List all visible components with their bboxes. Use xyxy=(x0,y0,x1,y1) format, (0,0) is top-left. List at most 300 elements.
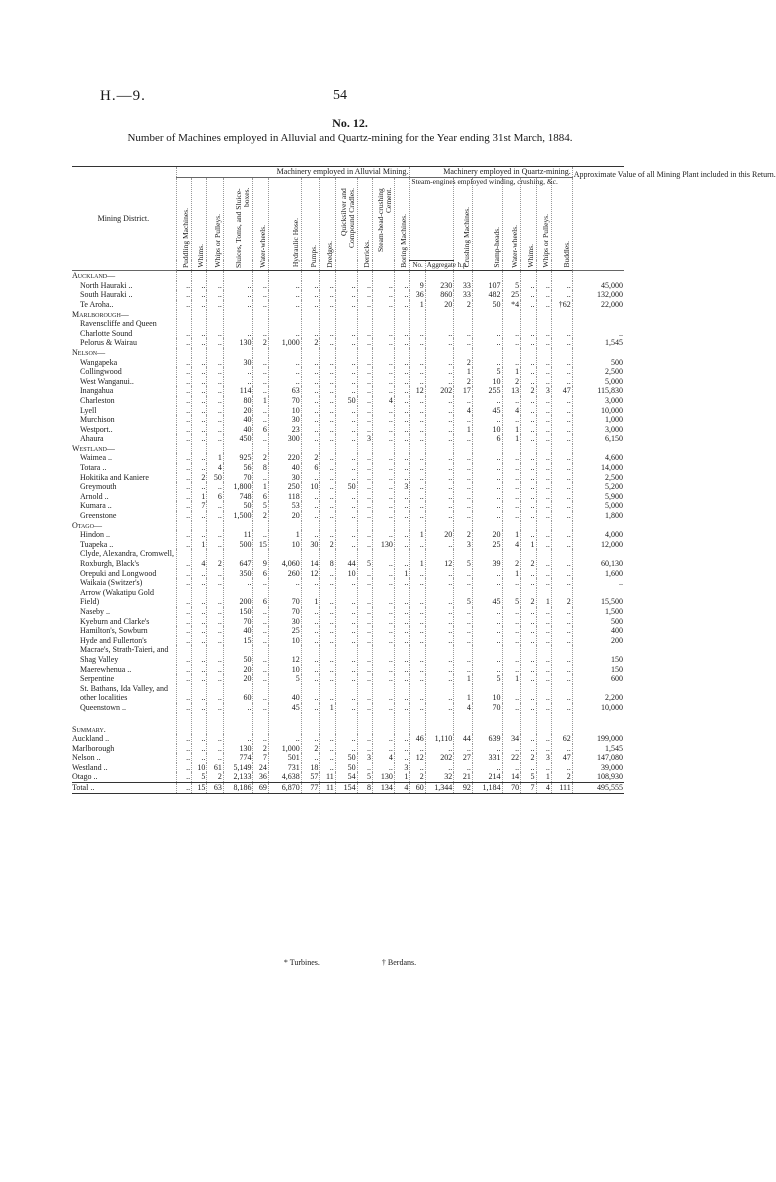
cell: .. xyxy=(207,645,223,664)
cell: .. xyxy=(502,453,521,463)
cell: .. xyxy=(357,674,372,684)
cell: .. xyxy=(223,300,253,310)
cell: .. xyxy=(268,281,301,291)
table-row xyxy=(72,319,624,338)
cell xyxy=(176,713,191,735)
cell: .. xyxy=(372,703,394,713)
cell: .. xyxy=(301,607,320,617)
cell: .. xyxy=(207,406,223,416)
cell: .. xyxy=(551,645,572,664)
cell xyxy=(536,713,551,735)
cell: .. xyxy=(253,367,268,377)
cell: 33 xyxy=(454,290,473,300)
cell: .. xyxy=(410,617,425,627)
cell: .. xyxy=(372,645,394,664)
district-name: Kyeburn and Clarke's xyxy=(80,616,150,626)
cell: .. xyxy=(425,377,454,387)
cell: .. xyxy=(536,626,551,636)
cell: 27 xyxy=(454,753,473,763)
col-header-4-label: Water-wheels. xyxy=(257,224,267,268)
cell: 2,200 xyxy=(572,684,624,703)
cell: .. xyxy=(551,684,572,703)
cell: .. xyxy=(253,358,268,368)
cell: .. xyxy=(536,367,551,377)
cell: .. xyxy=(357,744,372,754)
table-row xyxy=(72,415,624,425)
cell: .. xyxy=(335,578,357,588)
cell: 331 xyxy=(472,753,502,763)
district-name: Westport.. xyxy=(80,424,113,434)
cell: .. xyxy=(425,617,454,627)
cell: 4 xyxy=(207,463,223,473)
cell: 40 xyxy=(268,684,301,703)
cell: .. xyxy=(372,367,394,377)
cell: 22,000 xyxy=(572,300,624,310)
cell: .. xyxy=(502,511,521,521)
page-number: 54 xyxy=(333,88,347,103)
cell: 10 xyxy=(268,540,301,550)
cell: .. xyxy=(357,396,372,406)
cell: .. xyxy=(176,626,191,636)
cell: 70 xyxy=(223,473,253,483)
cell: .. xyxy=(536,463,551,473)
cell: .. xyxy=(192,703,207,713)
cell: 6 xyxy=(253,588,268,607)
cell: .. xyxy=(536,453,551,463)
cell: .. xyxy=(394,425,410,435)
cell: .. xyxy=(521,626,536,636)
cell: 1,800 xyxy=(223,482,253,492)
cell: .. xyxy=(335,511,357,521)
cell xyxy=(372,348,394,358)
cell xyxy=(268,348,301,358)
cell: 7 xyxy=(253,753,268,763)
cell xyxy=(394,271,410,281)
cell: .. xyxy=(372,290,394,300)
cell xyxy=(223,713,253,735)
table-title: Number of Machines employed in Alluvial and Quartz-mining for the Year ending 31st March, 1884. xyxy=(127,132,573,144)
cell: 3 xyxy=(357,434,372,444)
cell xyxy=(521,348,536,358)
cell: .. xyxy=(372,588,394,607)
table-row xyxy=(72,540,624,550)
cell: .. xyxy=(502,665,521,675)
cell: .. xyxy=(372,482,394,492)
cell: 13 xyxy=(502,386,521,396)
cell: .. xyxy=(410,578,425,588)
cell: .. xyxy=(372,636,394,646)
cell: 6,870 xyxy=(268,783,301,794)
cell: .. xyxy=(207,530,223,540)
cell: .. xyxy=(176,463,191,473)
table-row xyxy=(72,530,624,540)
steam-no-header: No. xyxy=(410,260,425,271)
cell: .. xyxy=(301,396,320,406)
cell: .. xyxy=(502,763,521,773)
cell: .. xyxy=(502,358,521,368)
cell: 114 xyxy=(223,386,253,396)
cell: .. xyxy=(536,358,551,368)
group-header-row xyxy=(72,521,624,531)
cell: .. xyxy=(502,617,521,627)
cell xyxy=(521,271,536,281)
cell xyxy=(502,310,521,320)
col-header-6-label: Pumps. xyxy=(309,245,319,268)
cell: .. xyxy=(425,588,454,607)
cell: .. xyxy=(425,415,454,425)
cell: .. xyxy=(207,703,223,713)
cell: 647 xyxy=(223,549,253,568)
cell xyxy=(253,310,268,320)
cell: 20 xyxy=(268,511,301,521)
cell xyxy=(572,271,624,281)
cell: .. xyxy=(223,367,253,377)
cell: .. xyxy=(357,453,372,463)
cell: .. xyxy=(207,338,223,348)
cell: .. xyxy=(472,453,502,463)
cell: .. xyxy=(192,482,207,492)
cell: .. xyxy=(335,501,357,511)
cell: 7 xyxy=(521,783,536,794)
cell: 400 xyxy=(572,626,624,636)
cell: .. xyxy=(536,617,551,627)
cell: 1,800 xyxy=(572,511,624,521)
cell xyxy=(536,348,551,358)
cell: .. xyxy=(394,753,410,763)
district-name: Naseby .. xyxy=(80,606,110,616)
cell: .. xyxy=(335,406,357,416)
cell xyxy=(253,348,268,358)
district-name: Macrae's, Strath-Taieri, and Shag Valley xyxy=(80,645,169,664)
cell: 1 xyxy=(502,434,521,444)
cell: 20 xyxy=(425,530,454,540)
district-name: Waimea .. xyxy=(80,453,113,463)
cell: .. xyxy=(521,763,536,773)
cell: 107 xyxy=(472,281,502,291)
cell xyxy=(551,271,572,281)
cell xyxy=(454,310,473,320)
table-row xyxy=(72,684,624,703)
cell: .. xyxy=(394,415,410,425)
district-name: Ahaura xyxy=(80,434,104,444)
cell: .. xyxy=(502,482,521,492)
col-header-7 xyxy=(320,177,335,271)
cell: .. xyxy=(320,588,335,607)
cell: 10,000 xyxy=(572,703,624,713)
col-header-9 xyxy=(357,177,372,271)
cell: 255 xyxy=(472,386,502,396)
col-header-4 xyxy=(253,177,268,271)
cell xyxy=(268,713,301,735)
cell: 1 xyxy=(502,425,521,435)
cell: 30 xyxy=(223,358,253,368)
cell: 25 xyxy=(472,540,502,550)
report-reference: H.—9. xyxy=(100,88,146,104)
cell: 56 xyxy=(223,463,253,473)
district-name: Serpentine xyxy=(80,674,115,684)
cell: .. xyxy=(551,636,572,646)
cell: .. xyxy=(253,578,268,588)
table-row xyxy=(72,665,624,675)
cell: 4 xyxy=(372,753,394,763)
district-name: Maerewhenua .. xyxy=(80,664,132,674)
cell: .. xyxy=(551,281,572,291)
cell: 62 xyxy=(551,734,572,744)
cell xyxy=(192,713,207,735)
table-row xyxy=(72,406,624,416)
cell: 5 xyxy=(472,367,502,377)
cell: .. xyxy=(320,281,335,291)
col-header-3-label: Sluices, Toms, and Sluice-boxes. xyxy=(234,187,252,268)
cell xyxy=(253,271,268,281)
cell: 9 xyxy=(410,281,425,291)
cell: 10,000 xyxy=(572,406,624,416)
table-row xyxy=(72,674,624,684)
cell: .. xyxy=(207,588,223,607)
cell: .. xyxy=(394,386,410,396)
cell xyxy=(454,271,473,281)
cell: .. xyxy=(394,549,410,568)
cell: .. xyxy=(253,300,268,310)
cell: .. xyxy=(394,434,410,444)
cell: .. xyxy=(301,734,320,744)
cell: 2 xyxy=(207,549,223,568)
cell: .. xyxy=(192,338,207,348)
cell: .. xyxy=(320,645,335,664)
cell xyxy=(268,444,301,454)
table-row xyxy=(72,501,624,511)
cell: .. xyxy=(176,300,191,310)
cell: 5 xyxy=(502,588,521,607)
cell xyxy=(521,310,536,320)
cell: .. xyxy=(176,473,191,483)
cell: 147,080 xyxy=(572,753,624,763)
cell: .. xyxy=(372,463,394,473)
cell: .. xyxy=(410,636,425,646)
cell: .. xyxy=(394,281,410,291)
cell: .. xyxy=(207,665,223,675)
district-name: Murchison xyxy=(80,415,115,425)
cell xyxy=(454,444,473,454)
cell xyxy=(223,444,253,454)
cell: .. xyxy=(357,463,372,473)
district-name: Orepuki and Longwood xyxy=(80,568,157,578)
cell: .. xyxy=(320,482,335,492)
cell: .. xyxy=(536,734,551,744)
cell: .. xyxy=(192,358,207,368)
quartz-section-header: Machinery employed in Quartz-mining. xyxy=(410,167,572,178)
cell: .. xyxy=(521,569,536,579)
cell: .. xyxy=(551,607,572,617)
cell: .. xyxy=(394,617,410,627)
cell: 15 xyxy=(253,540,268,550)
cell: .. xyxy=(372,300,394,310)
cell: .. xyxy=(320,463,335,473)
district-name: Lyell xyxy=(80,405,97,415)
cell: 2 xyxy=(410,772,425,782)
cell: .. xyxy=(502,473,521,483)
cell: .. xyxy=(207,300,223,310)
cell xyxy=(521,713,536,735)
cell: .. xyxy=(536,607,551,617)
cell: .. xyxy=(410,415,425,425)
steam-engines-header: Steam-engines employed winding, crushing, &c. xyxy=(410,177,454,260)
cell: .. xyxy=(320,492,335,502)
table-row xyxy=(72,492,624,502)
cell: .. xyxy=(472,744,502,754)
cell: 10 xyxy=(472,684,502,703)
district-name: Marlborough xyxy=(72,743,115,753)
table-row xyxy=(72,396,624,406)
cell: 22 xyxy=(502,753,521,763)
cell: .. xyxy=(394,358,410,368)
cell: .. xyxy=(372,492,394,502)
cell: .. xyxy=(551,358,572,368)
cell: .. xyxy=(454,645,473,664)
col-header-0-label: Puddling Machines. xyxy=(181,207,191,268)
cell: .. xyxy=(410,434,425,444)
cell: 202 xyxy=(425,753,454,763)
cell: .. xyxy=(551,492,572,502)
cell: .. xyxy=(357,501,372,511)
table-row xyxy=(72,358,624,368)
cell: 45 xyxy=(268,703,301,713)
cell xyxy=(223,310,253,320)
cell: 20 xyxy=(223,406,253,416)
cell: .. xyxy=(551,530,572,540)
cell xyxy=(335,348,357,358)
cell: 300 xyxy=(268,434,301,444)
cell: 70 xyxy=(472,703,502,713)
cell: .. xyxy=(410,511,425,521)
cell: .. xyxy=(394,578,410,588)
cell: .. xyxy=(521,607,536,617)
cell: 10 xyxy=(268,636,301,646)
cell: .. xyxy=(536,744,551,754)
cell: 30 xyxy=(268,617,301,627)
cell: .. xyxy=(335,703,357,713)
cell: .. xyxy=(425,367,454,377)
cell: .. xyxy=(335,377,357,387)
cell: .. xyxy=(176,703,191,713)
cell: .. xyxy=(192,734,207,744)
cell xyxy=(357,348,372,358)
cell: .. xyxy=(372,530,394,540)
cell: 50 xyxy=(335,396,357,406)
cell: 220 xyxy=(268,453,301,463)
cell: .. xyxy=(551,569,572,579)
cell xyxy=(320,521,335,531)
cell: 1,000 xyxy=(268,744,301,754)
cell: .. xyxy=(320,290,335,300)
cell: 500 xyxy=(572,617,624,627)
table-row xyxy=(72,482,624,492)
col-header-14-label: Water-wheels. xyxy=(510,224,520,268)
cell: .. xyxy=(301,578,320,588)
cell: .. xyxy=(521,734,536,744)
cell: .. xyxy=(335,530,357,540)
cell xyxy=(425,348,454,358)
table-row xyxy=(72,463,624,473)
cell: .. xyxy=(192,588,207,607)
cell: .. xyxy=(425,492,454,502)
cell: .. xyxy=(410,482,425,492)
cell: .. xyxy=(425,607,454,617)
cell: .. xyxy=(521,396,536,406)
cell: 1 xyxy=(536,588,551,607)
cell: .. xyxy=(320,319,335,338)
col-header-9-label: Derricks. xyxy=(361,239,371,268)
cell: .. xyxy=(207,281,223,291)
cell: 2 xyxy=(502,549,521,568)
cell: .. xyxy=(372,626,394,636)
cell xyxy=(394,348,410,358)
cell: *4 xyxy=(502,300,521,310)
cell: .. xyxy=(425,482,454,492)
cell xyxy=(472,444,502,454)
cell: .. xyxy=(192,665,207,675)
cell: 50 xyxy=(472,300,502,310)
cell: .. xyxy=(268,290,301,300)
cell: 5 xyxy=(454,549,473,568)
cell: .. xyxy=(394,338,410,348)
district-header: Mining District. xyxy=(72,167,176,271)
cell: .. xyxy=(192,569,207,579)
cell: .. xyxy=(551,406,572,416)
cell: .. xyxy=(410,703,425,713)
cell: 45 xyxy=(472,406,502,416)
cell: .. xyxy=(502,703,521,713)
cell: .. xyxy=(301,358,320,368)
cell: 5,000 xyxy=(572,501,624,511)
cell: .. xyxy=(320,511,335,521)
cell: .. xyxy=(394,636,410,646)
cell: 5,200 xyxy=(572,482,624,492)
cell: .. xyxy=(192,386,207,396)
cell: 482 xyxy=(472,290,502,300)
col-header-13-label: Stamp-heads. xyxy=(491,226,501,268)
cell: .. xyxy=(176,772,191,782)
cell: .. xyxy=(192,645,207,664)
cell: .. xyxy=(176,578,191,588)
cell: 60 xyxy=(410,783,425,794)
cell: .. xyxy=(521,744,536,754)
cell: .. xyxy=(357,763,372,773)
cell: .. xyxy=(454,636,473,646)
cell: .. xyxy=(268,358,301,368)
cell xyxy=(410,713,425,735)
cell: 8 xyxy=(253,463,268,473)
cell: 200 xyxy=(572,636,624,646)
cell: .. xyxy=(268,578,301,588)
cell: 2 xyxy=(521,753,536,763)
table-row xyxy=(72,549,624,568)
cell: 3 xyxy=(394,482,410,492)
cell: .. xyxy=(394,492,410,502)
cell: 1,184 xyxy=(472,783,502,794)
cell: .. xyxy=(320,578,335,588)
cell: 60,130 xyxy=(572,549,624,568)
cell: 20 xyxy=(223,665,253,675)
col-header-10-label: Steam-head-crushing Cement. xyxy=(375,187,393,252)
cell xyxy=(357,713,372,735)
cell: .. xyxy=(301,626,320,636)
cell: .. xyxy=(410,645,425,664)
cell: .. xyxy=(176,588,191,607)
cell: 70 xyxy=(268,607,301,617)
cell: 61 xyxy=(207,763,223,773)
cell xyxy=(176,521,191,531)
